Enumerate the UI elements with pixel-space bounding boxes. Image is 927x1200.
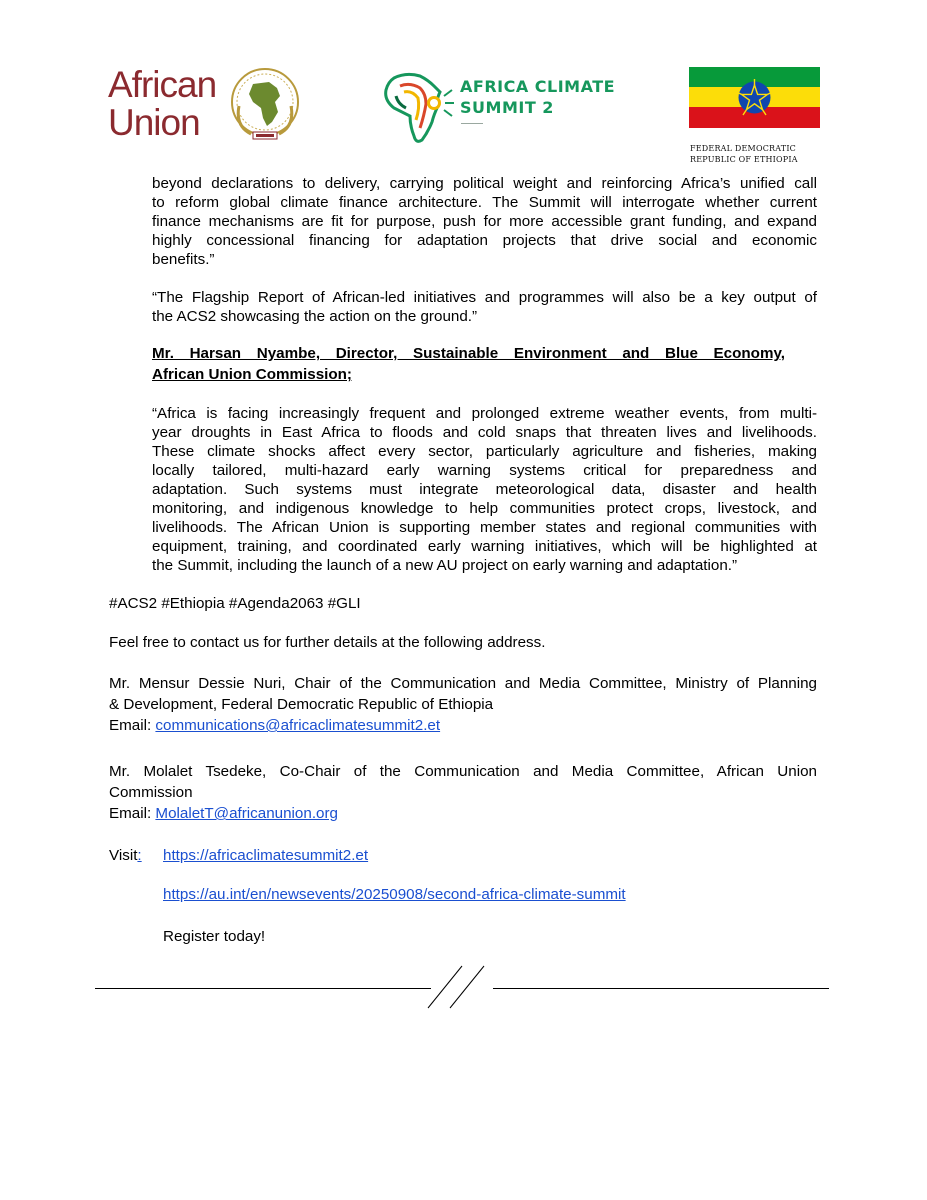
email-line <box>109 715 817 736</box>
fdre-caption-line2: REPUBLIC OF ETHIOPIA <box>690 155 798 164</box>
text-line: locally tailored, multi-hazard early warning systems critical for preparedness and <box>152 462 817 479</box>
speaker-heading <box>152 343 785 385</box>
text-line: beyond declarations to delivery, carrying political weight and reinforcing Africa’s unified call <box>152 175 817 192</box>
au-news-link[interactable]: https://au.int/en/newsevents/20250908/second-africa-climate-summit <box>163 886 626 903</box>
register-text: Register today! <box>163 928 266 945</box>
text-line: year droughts in East Africa to floods and cold snaps that threaten lives and livelihoods. <box>152 424 817 441</box>
email-line <box>109 803 817 824</box>
au-emblem-icon <box>225 66 305 142</box>
text-line: highly concessional financing for adaptation projects that drive social and economic <box>152 232 817 249</box>
visit-text: Visit <box>109 847 138 864</box>
contact-co-chair <box>109 761 817 824</box>
acs-logo-line2: SUMMIT 2 <box>460 98 554 117</box>
co-chair-email-link[interactable]: MolaletT@africanunion.org <box>155 805 338 822</box>
text-line: & Development, Federal Democratic Republic of Ethiopia <box>109 696 494 713</box>
text-line: the Summit, including the launch of a new AU project on early warning and adaptation.” <box>152 557 738 574</box>
text-line: adaptation. Such systems must integrate meteorological data, disaster and health <box>152 481 817 498</box>
au-logo-word-african: African <box>108 64 217 105</box>
contact-intro: Feel free to contact us for further details at the following address. <box>109 634 546 651</box>
text-line: “Africa is facing increasingly frequent and prolonged extreme weather events, from multi- <box>152 405 817 422</box>
ethiopia-flag <box>689 67 820 128</box>
visit-label <box>109 845 142 866</box>
contact-chair <box>109 673 817 736</box>
separator-right-line <box>493 988 829 989</box>
african-union-logo <box>108 62 313 142</box>
acs-logo-line1: AFRICA CLIMATE <box>460 77 616 96</box>
paragraph-finance-reform <box>152 174 817 269</box>
text-line: Mr. Mensur Dessie Nuri, Chair of the Communication and Media Committee, Ministry of Planning <box>109 675 817 692</box>
separator-left-line <box>95 988 431 989</box>
chair-email-link[interactable]: communications@africaclimatesummit2.et <box>155 717 441 734</box>
text-line: Commission <box>109 784 193 801</box>
text-line: African Union Commission; <box>152 366 352 383</box>
separator-double-slash <box>426 964 488 1010</box>
text-line: Mr. Molalet Tsedeke, Co-Chair of the Communication and Media Committee, African Union <box>109 763 817 780</box>
paragraph-early-warning-quote <box>152 404 817 575</box>
text-line: finance mechanisms are fit for purpose, push for more accessible grant funding, and expand <box>152 213 817 230</box>
visit-colon: : <box>137 847 142 864</box>
summit-website-link[interactable]: https://africaclimatesummit2.et <box>163 847 369 864</box>
text-line: to reform global climate finance architecture. The Summit will interrogate whether current <box>152 194 817 211</box>
acs-logo-underline <box>461 123 483 124</box>
email-label: Email: <box>109 805 156 822</box>
hashtags: #ACS2 #Ethiopia #Agenda2063 #GLI <box>109 595 361 612</box>
fdre-caption-line1: FEDERAL DEMOCRATIC <box>690 144 797 153</box>
text-line: monitoring, and indigenous knowledge to help communities protect crops, livestock, and <box>152 500 817 517</box>
africa-climate-summit-logo <box>376 70 616 150</box>
text-line: These climate shocks affect every sector, particularly agriculture and fisheries, making <box>152 443 817 460</box>
text-line: the ACS2 showcasing the action on the ground.” <box>152 308 478 325</box>
email-label: Email: <box>109 717 156 734</box>
text-line: Mr. Harsan Nyambe, Director, Sustainable Environment and Blue Economy, <box>152 345 785 362</box>
text-line: benefits.” <box>152 251 215 268</box>
au-logo-word-union: Union <box>108 102 200 143</box>
text-line: livelihoods. The African Union is supporting member states and regional communities with <box>152 519 817 536</box>
text-line: “The Flagship Report of African-led initiatives and programmes will also be a key output of <box>152 289 817 306</box>
text-line: equipment, training, and coordinated early warning initiatives, which will be highlighted at <box>152 538 817 555</box>
paragraph-flagship-report <box>152 288 817 326</box>
africa-map-icon <box>376 70 458 148</box>
